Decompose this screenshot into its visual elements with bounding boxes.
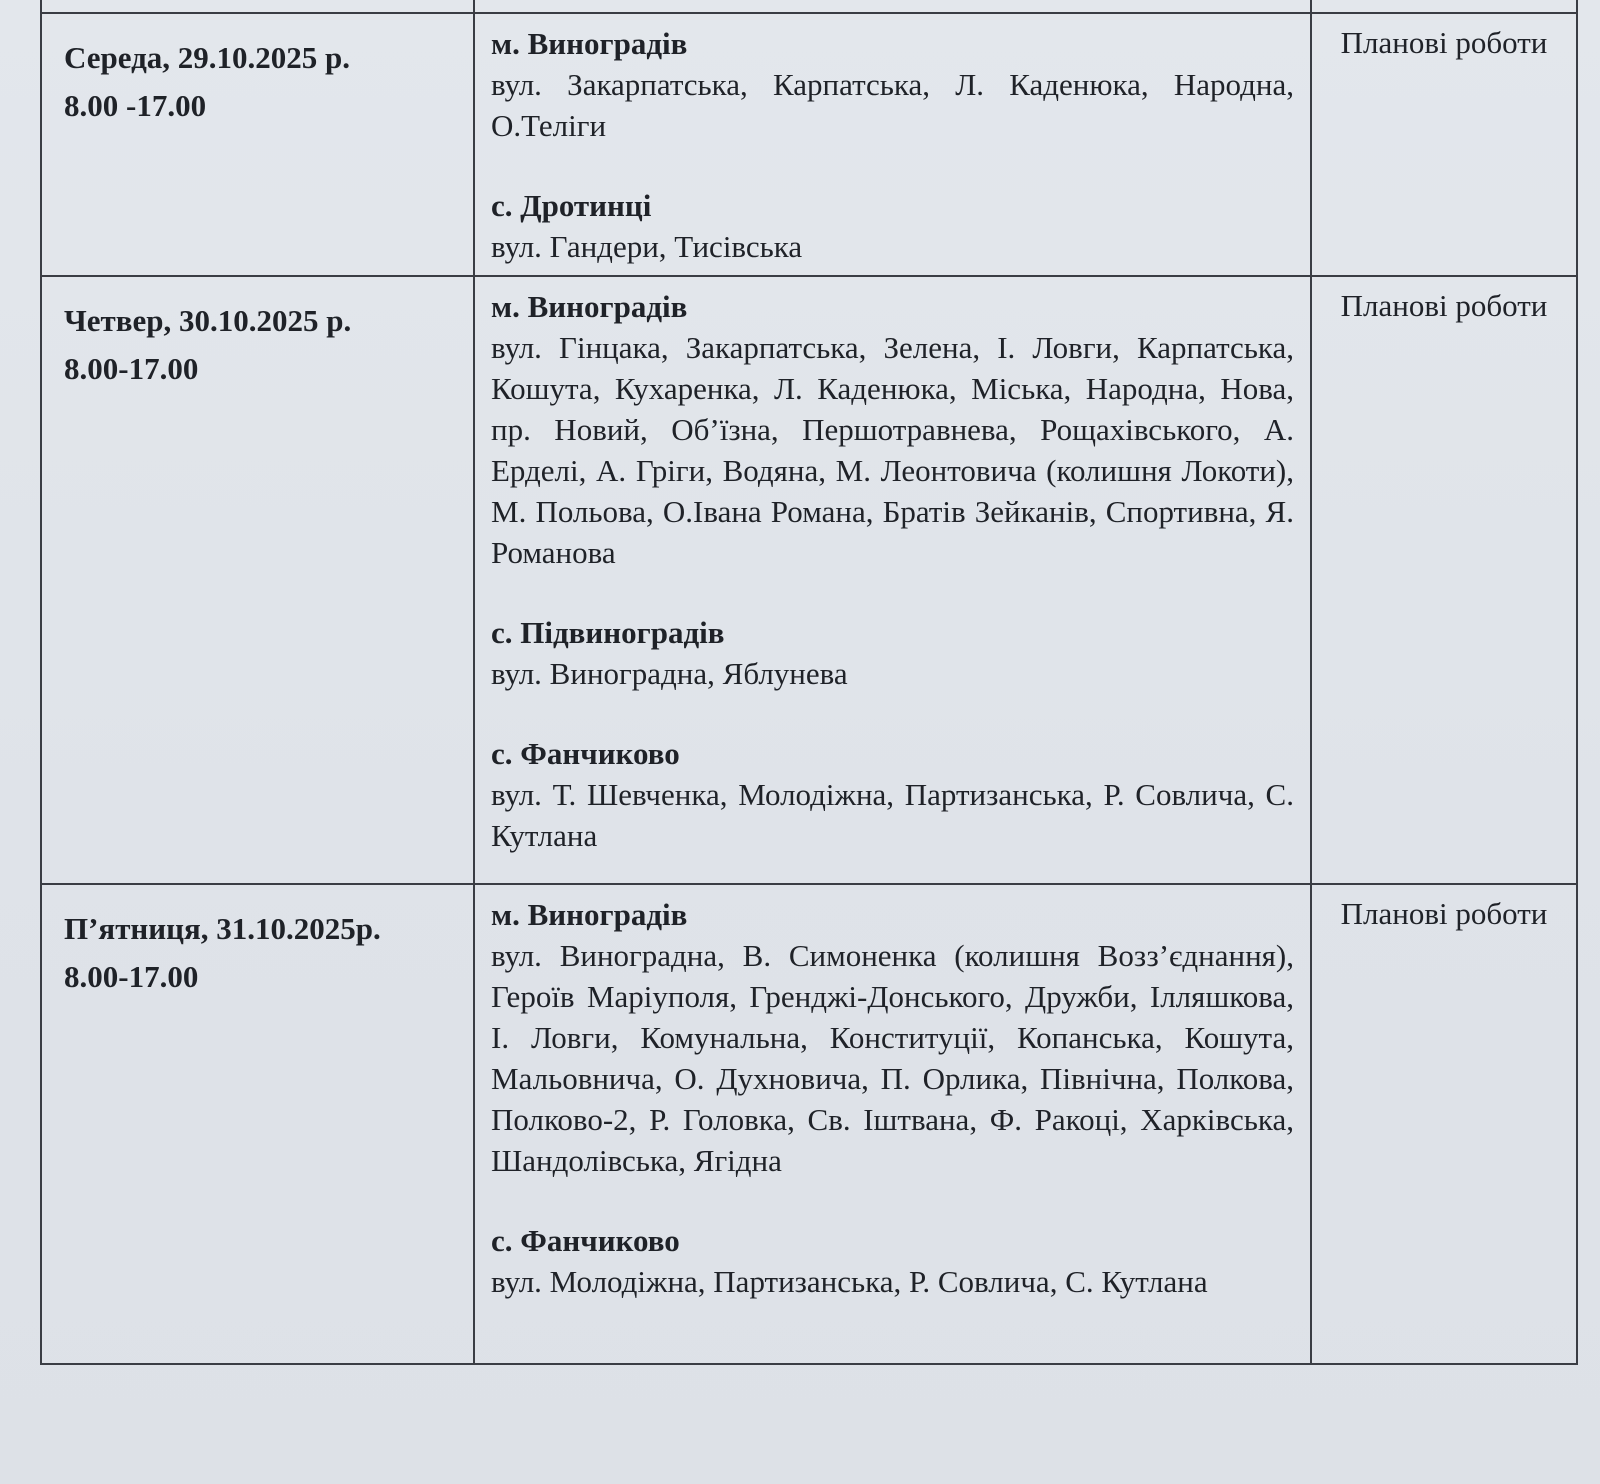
work-type: Планові роботи xyxy=(1340,896,1548,931)
locality-name: м. Виноградів xyxy=(491,26,688,61)
time-range: 8.00-17.00 xyxy=(64,351,199,386)
street-list: вул. Гінцака, Закарпатська, Зелена, І. Ловги, Карпатська, Кошута, Кухаренка, Л. Каденюка, Міська, Народна, Нова, пр. Новий, Об’їзна, Першотравнева, Рощахівського, А. Ерделі, А. Гріги, Водяна, М. Леонтовича (колишня Локоти), М. Польова, О.Івана Романа, Братів Зейканів, Спортивна, Я. Романова xyxy=(491,330,1294,570)
day-date: Четвер, 30.10.2025 р. xyxy=(64,303,352,338)
table-row xyxy=(41,276,1577,884)
street-list: вул. Виноградна, Яблунева xyxy=(491,656,848,691)
work-type-cell xyxy=(1311,13,1577,276)
cut-type-cell xyxy=(1311,0,1577,13)
work-type-cell xyxy=(1311,276,1577,884)
locality-name: с. Фанчиково xyxy=(491,1223,680,1258)
street-list: вул. Т. Шевченка, Молодіжна, Партизанська, Р. Совлича, С. Кутлана xyxy=(491,777,1294,853)
day-date: П’ятниця, 31.10.2025р. xyxy=(64,911,381,946)
address-cell xyxy=(474,276,1311,884)
address-cell xyxy=(474,13,1311,276)
time-range: 8.00 -17.00 xyxy=(64,88,207,123)
street-list: вул. Молодіжна, Партизанська, Р. Совлича, С. Кутлана xyxy=(491,1264,1208,1299)
date-cell xyxy=(41,13,474,276)
street-list: вул. Гандери, Тисівська xyxy=(491,229,803,264)
street-list: вул. Виноградна, В. Симоненка (колишня Возз’єднання), Героїв Маріуполя, Гренджі-Донського, Дружби, Ілляшкова, І. Ловги, Комунальна, Конституції, Копанська, Кошута, Мальовнича, О. Духновича, П. Орлика, Північна, Полкова, Полково-2, Р. Головка, Св. Іштвана, Ф. Ракоці, Харківська, Шандолівська, Ягідна xyxy=(491,938,1294,1178)
locality-name: м. Виноградів xyxy=(491,289,688,324)
cut-address-cell xyxy=(474,0,1311,13)
day-date: Середа, 29.10.2025 р. xyxy=(64,40,351,75)
date-cell xyxy=(41,884,474,1364)
street-list: вул. Закарпатська, Карпатська, Л. Каденюка, Народна, О.Теліги xyxy=(491,67,1294,143)
table-row-cut-off xyxy=(41,0,1577,13)
table-row xyxy=(41,13,1577,276)
date-cell xyxy=(41,276,474,884)
outage-schedule-table xyxy=(40,0,1578,1365)
time-range: 8.00-17.00 xyxy=(64,959,199,994)
locality-name: с. Фанчиково xyxy=(491,736,680,771)
work-type-cell xyxy=(1311,884,1577,1364)
locality-name: с. Підвиноградів xyxy=(491,615,725,650)
work-type: Планові роботи xyxy=(1340,25,1548,60)
cut-date-cell xyxy=(41,0,474,13)
locality-name: с. Дротинці xyxy=(491,188,652,223)
locality-name: м. Виноградів xyxy=(491,897,688,932)
work-type: Планові роботи xyxy=(1340,288,1548,323)
address-cell xyxy=(474,884,1311,1364)
table-row xyxy=(41,884,1577,1364)
